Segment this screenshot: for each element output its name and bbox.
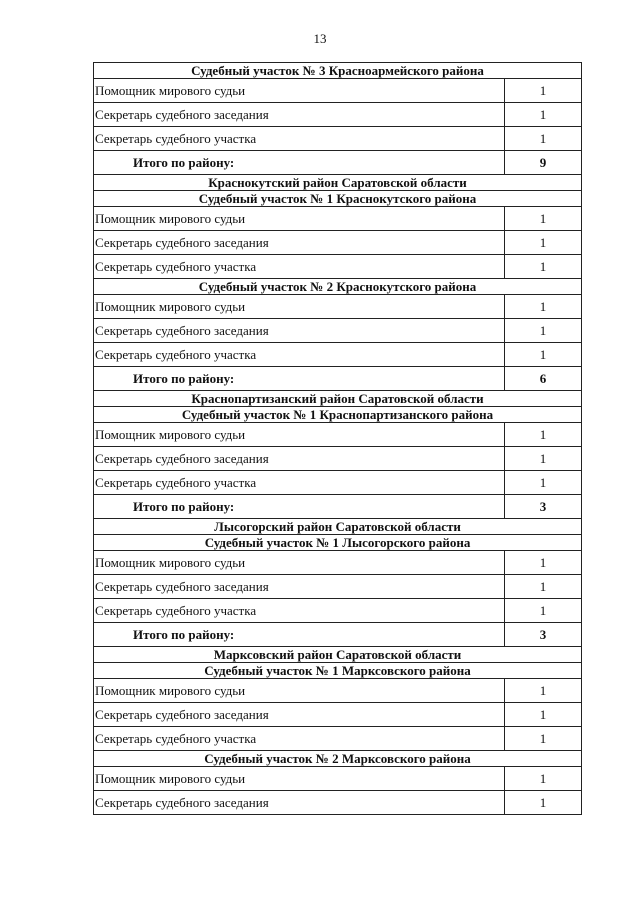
position-row xyxy=(94,471,582,495)
position-row xyxy=(94,255,582,279)
position-row xyxy=(94,791,582,815)
position-count: 1 xyxy=(505,103,582,127)
position-name: Секретарь судебного заседания xyxy=(94,791,505,815)
position-count: 1 xyxy=(505,575,582,599)
total-count: 6 xyxy=(505,367,582,391)
section-heading-row xyxy=(94,391,582,407)
section-heading: Судебный участок № 1 Лысогорского района xyxy=(94,535,582,551)
position-row xyxy=(94,447,582,471)
total-count: 9 xyxy=(505,151,582,175)
position-name: Помощник мирового судьи xyxy=(94,207,505,231)
position-count: 1 xyxy=(505,231,582,255)
position-count: 1 xyxy=(505,599,582,623)
position-count: 1 xyxy=(505,255,582,279)
position-row xyxy=(94,703,582,727)
position-name: Помощник мирового судьи xyxy=(94,767,505,791)
position-row xyxy=(94,127,582,151)
position-name: Секретарь судебного заседания xyxy=(94,319,505,343)
position-row xyxy=(94,599,582,623)
position-count: 1 xyxy=(505,551,582,575)
total-label: Итого по району: xyxy=(94,623,505,647)
section-heading: Судебный участок № 1 Марксовского района xyxy=(94,663,582,679)
total-label: Итого по району: xyxy=(94,151,505,175)
total-count: 3 xyxy=(505,495,582,519)
total-row xyxy=(94,495,582,519)
position-row xyxy=(94,767,582,791)
position-name: Секретарь судебного участка xyxy=(94,727,505,751)
section-heading: Судебный участок № 2 Марксовского района xyxy=(94,751,582,767)
position-count: 1 xyxy=(505,207,582,231)
position-count: 1 xyxy=(505,343,582,367)
position-name: Секретарь судебного заседания xyxy=(94,703,505,727)
section-heading-row xyxy=(94,63,582,79)
position-count: 1 xyxy=(505,423,582,447)
section-heading-row xyxy=(94,175,582,191)
section-heading-row xyxy=(94,751,582,767)
position-name: Секретарь судебного участка xyxy=(94,343,505,367)
section-heading-row xyxy=(94,519,582,535)
position-name: Секретарь судебного заседания xyxy=(94,231,505,255)
position-count: 1 xyxy=(505,727,582,751)
position-name: Помощник мирового судьи xyxy=(94,79,505,103)
position-count: 1 xyxy=(505,471,582,495)
position-row xyxy=(94,343,582,367)
staff-table-body xyxy=(94,63,582,815)
position-name: Секретарь судебного заседания xyxy=(94,103,505,127)
position-count: 1 xyxy=(505,767,582,791)
position-name: Секретарь судебного участка xyxy=(94,127,505,151)
position-row xyxy=(94,423,582,447)
total-count: 3 xyxy=(505,623,582,647)
section-heading-row xyxy=(94,647,582,663)
position-name: Помощник мирового судьи xyxy=(94,295,505,319)
position-count: 1 xyxy=(505,127,582,151)
position-row xyxy=(94,231,582,255)
total-label: Итого по району: xyxy=(94,495,505,519)
position-row xyxy=(94,103,582,127)
position-row xyxy=(94,207,582,231)
section-heading-row xyxy=(94,191,582,207)
section-heading: Судебный участок № 1 Краснокутского района xyxy=(94,191,582,207)
section-heading: Краснопартизанский район Саратовской области xyxy=(94,391,582,407)
position-row xyxy=(94,575,582,599)
position-row xyxy=(94,79,582,103)
position-name: Помощник мирового судьи xyxy=(94,679,505,703)
section-heading: Краснокутский район Саратовской области xyxy=(94,175,582,191)
section-heading-row xyxy=(94,407,582,423)
total-label: Итого по району: xyxy=(94,367,505,391)
position-row xyxy=(94,319,582,343)
position-count: 1 xyxy=(505,79,582,103)
position-count: 1 xyxy=(505,679,582,703)
section-heading: Лысогорский район Саратовской области xyxy=(94,519,582,535)
section-heading: Судебный участок № 2 Краснокутского района xyxy=(94,279,582,295)
total-row xyxy=(94,623,582,647)
total-row xyxy=(94,151,582,175)
position-row xyxy=(94,727,582,751)
staff-table xyxy=(93,62,582,815)
position-name: Секретарь судебного участка xyxy=(94,599,505,623)
section-heading: Судебный участок № 3 Красноармейского района xyxy=(94,63,582,79)
position-count: 1 xyxy=(505,447,582,471)
total-row xyxy=(94,367,582,391)
position-name: Помощник мирового судьи xyxy=(94,551,505,575)
position-count: 1 xyxy=(505,791,582,815)
position-name: Секретарь судебного заседания xyxy=(94,575,505,599)
position-row xyxy=(94,295,582,319)
position-name: Секретарь судебного участка xyxy=(94,471,505,495)
section-heading-row xyxy=(94,663,582,679)
page-number: 13 xyxy=(313,31,327,46)
position-name: Помощник мирового судьи xyxy=(94,423,505,447)
position-count: 1 xyxy=(505,295,582,319)
position-count: 1 xyxy=(505,703,582,727)
position-name: Секретарь судебного участка xyxy=(94,255,505,279)
section-heading-row xyxy=(94,535,582,551)
section-heading-row xyxy=(94,279,582,295)
position-count: 1 xyxy=(505,319,582,343)
position-row xyxy=(94,679,582,703)
position-name: Секретарь судебного заседания xyxy=(94,447,505,471)
section-heading: Марксовский район Саратовской области xyxy=(94,647,582,663)
section-heading: Судебный участок № 1 Краснопартизанского района xyxy=(94,407,582,423)
position-row xyxy=(94,551,582,575)
